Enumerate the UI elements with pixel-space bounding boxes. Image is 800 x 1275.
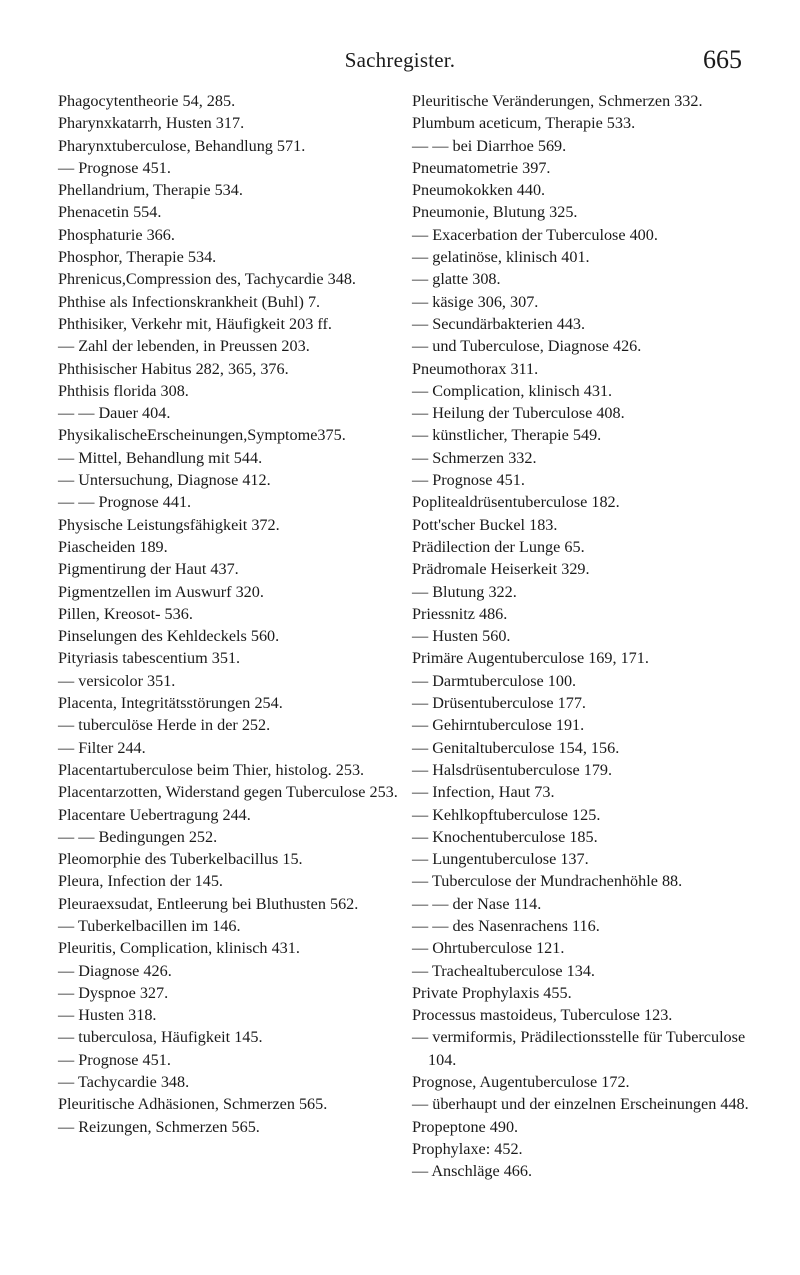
index-entry: Pott'scher Buckel 183. — [412, 515, 558, 534]
index-entry: Pharynxkatarrh, Husten 317. — [58, 114, 245, 133]
index-entry: — vermiformis, Prädilectionsstelle für Tuberculose 104. — [412, 1028, 746, 1069]
index-entry: — Knochentuberculose 185. — [412, 827, 598, 846]
index-entry: — Ohrtuberculose 121. — [412, 939, 565, 958]
index-entry: Pleuritische Adhäsionen, Schmerzen 565. — [58, 1095, 328, 1114]
index-entry: Pneumothorax 311. — [412, 359, 539, 378]
index-entry: — Untersuchung, Diagnose 412. — [58, 471, 271, 490]
index-entry: Pharynxtuberculose, Behandlung 571. — [58, 136, 306, 155]
index-entry: Pleomorphie des Tuberkelbacillus 15. — [58, 850, 303, 869]
index-entry: Plumbum aceticum, Therapie 533. — [412, 114, 636, 133]
index-entry: — Tuberculose der Mundrachenhöhle 88. — [412, 872, 683, 891]
index-entry: — Prognose 451. — [58, 1050, 171, 1069]
index-entry: Placentarzotten, Widerstand gegen Tuberculose 253. — [58, 783, 398, 802]
index-entry: — Mittel, Behandlung mit 544. — [58, 448, 263, 467]
index-entry: Prädilection der Lunge 65. — [412, 537, 585, 556]
index-entry: Phthisiker, Verkehr mit, Häufigkeit 203 ff. — [58, 314, 332, 333]
index-entry: — glatte 308. — [412, 270, 501, 289]
index-entry: Phosphaturie 366. — [58, 225, 175, 244]
index-entry: — und Tuberculose, Diagnose 426. — [412, 337, 642, 356]
index-entry: Phellandrium, Therapie 534. — [58, 181, 243, 200]
index-entry: Physische Leistungsfähigkeit 372. — [58, 515, 280, 534]
page-number: 665 — [703, 45, 742, 74]
index-entry: Pigmentirung der Haut 437. — [58, 560, 239, 579]
index-entry: — tuberculosa, Häufigkeit 145. — [58, 1028, 263, 1047]
index-entry: — überhaupt und der einzelnen Erscheinungen 448. — [412, 1095, 749, 1114]
index-entry: Prädromale Heiserkeit 329. — [412, 560, 590, 579]
index-entry: — Trachealtuberculose 134. — [412, 961, 595, 980]
index-entry: — tuberculöse Herde in der 252. — [58, 716, 271, 735]
index-entry: Priessnitz 486. — [412, 604, 508, 623]
index-entry: Pigmentzellen im Auswurf 320. — [58, 582, 264, 601]
index-column-right — [412, 90, 762, 1183]
page-header — [0, 40, 800, 76]
index-entry: Placentare Uebertragung 244. — [58, 805, 251, 824]
index-entry: Phrenicus,Compression des, Tachycardie 348. — [58, 270, 356, 289]
index-entry: — Prognose 451. — [412, 471, 525, 490]
index-entry: Pleuritische Veränderungen, Schmerzen 332. — [412, 92, 703, 110]
index-entry: Prognose, Augentuberculose 172. — [412, 1073, 630, 1092]
index-entry: — Tachycardie 348. — [58, 1073, 190, 1092]
index-entry: — Husten 560. — [412, 627, 511, 646]
index-entry: — gelatinöse, klinisch 401. — [412, 248, 590, 267]
index-entry: — Secundärbakterien 443. — [412, 314, 586, 333]
index-entry: Placentartuberculose beim Thier, histolog. 253. — [58, 760, 365, 779]
index-entry: — Husten 318. — [58, 1006, 157, 1025]
index-entry: — künstlicher, Therapie 549. — [412, 426, 602, 445]
index-entry: Phthisischer Habitus 282, 365, 376. — [58, 359, 289, 378]
index-entry: — Heilung der Tuberculose 408. — [412, 404, 625, 423]
index-entry: Pneumonie, Blutung 325. — [412, 203, 578, 222]
index-entry: — Lungentuberculose 137. — [412, 850, 589, 869]
index-entry: — Schmerzen 332. — [412, 448, 537, 467]
index-entry: — Tuberkelbacillen im 146. — [58, 916, 241, 935]
index-entry: — versicolor 351. — [58, 671, 176, 690]
index-entry: — — Bedingungen 252. — [58, 827, 218, 846]
index-entry: Phosphor, Therapie 534. — [58, 248, 217, 267]
index-entry: — Diagnose 426. — [58, 961, 172, 980]
index-entry: Piascheiden 189. — [58, 537, 168, 556]
index-entry: Phthise als Infectionskrankheit (Buhl) 7. — [58, 292, 321, 311]
index-entry: — — der Nase 114. — [412, 894, 542, 913]
index-entry: — Genitaltuberculose 154, 156. — [412, 738, 620, 757]
index-entry: — Zahl der lebenden, in Preussen 203. — [58, 337, 310, 356]
index-entry: Pityriasis tabescentium 351. — [58, 649, 241, 668]
index-entry: Phagocytentheorie 54, 285. — [58, 92, 236, 110]
index-entry: Pneumatometrie 397. — [412, 158, 551, 177]
index-entry: Prophylaxe: 452. — [412, 1139, 523, 1158]
index-entry: Primäre Augentuberculose 169, 171. — [412, 649, 649, 668]
index-entry: — — des Nasenrachens 116. — [412, 916, 600, 935]
index-entry: — Filter 244. — [58, 738, 146, 757]
index-entry: — Prognose 451. — [58, 158, 171, 177]
index-entry: — Kehlkopftuberculose 125. — [412, 805, 601, 824]
index-entry: — Drüsentuberculose 177. — [412, 694, 586, 713]
index-entry: Placenta, Integritätsstörungen 254. — [58, 694, 283, 713]
index-entry: — Complication, klinisch 431. — [412, 381, 613, 400]
index-entry: Pleura, Infection der 145. — [58, 872, 223, 891]
index-entry: Propeptone 490. — [412, 1117, 519, 1136]
index-column-left — [58, 90, 403, 1138]
index-entry: — Reizungen, Schmerzen 565. — [58, 1117, 260, 1136]
index-entry: — — bei Diarrhoe 569. — [412, 136, 567, 155]
index-entry: Pleuraexsudat, Entleerung bei Bluthusten 562. — [58, 894, 359, 913]
index-entry: Pinselungen des Kehldeckels 560. — [58, 627, 280, 646]
index-entry: — — Prognose 441. — [58, 493, 192, 512]
index-entry: — Exacerbation der Tuberculose 400. — [412, 225, 658, 244]
index-entry: Pneumokokken 440. — [412, 181, 546, 200]
index-entry: — Anschläge 466. — [412, 1162, 533, 1181]
index-entry: Phenacetin 554. — [58, 203, 162, 222]
running-title: Sachregister. — [344, 48, 456, 72]
index-entry: — käsige 306, 307. — [412, 292, 539, 311]
index-entry: — — Dauer 404. — [58, 404, 171, 423]
index-entry: — Halsdrüsentuberculose 179. — [412, 760, 613, 779]
index-entry: — Dyspnoe 327. — [58, 983, 169, 1002]
index-entry: — Infection, Haut 73. — [412, 783, 555, 802]
index-entry: Pillen, Kreosot- 536. — [58, 604, 193, 623]
index-entry: PhysikalischeErscheinungen,Symptome375. — [58, 426, 346, 445]
index-entry: Private Prophylaxis 455. — [412, 983, 572, 1002]
index-entry: Processus mastoideus, Tuberculose 123. — [412, 1006, 673, 1025]
index-entry: — Gehirntuberculose 191. — [412, 716, 585, 735]
index-entry: — Darmtuberculose 100. — [412, 671, 577, 690]
index-entry: Pleuritis, Complication, klinisch 431. — [58, 939, 300, 958]
index-entry: Poplitealdrüsentuberculose 182. — [412, 493, 620, 512]
index-entry: — Blutung 322. — [412, 582, 517, 601]
index-entry: Phthisis florida 308. — [58, 381, 189, 400]
